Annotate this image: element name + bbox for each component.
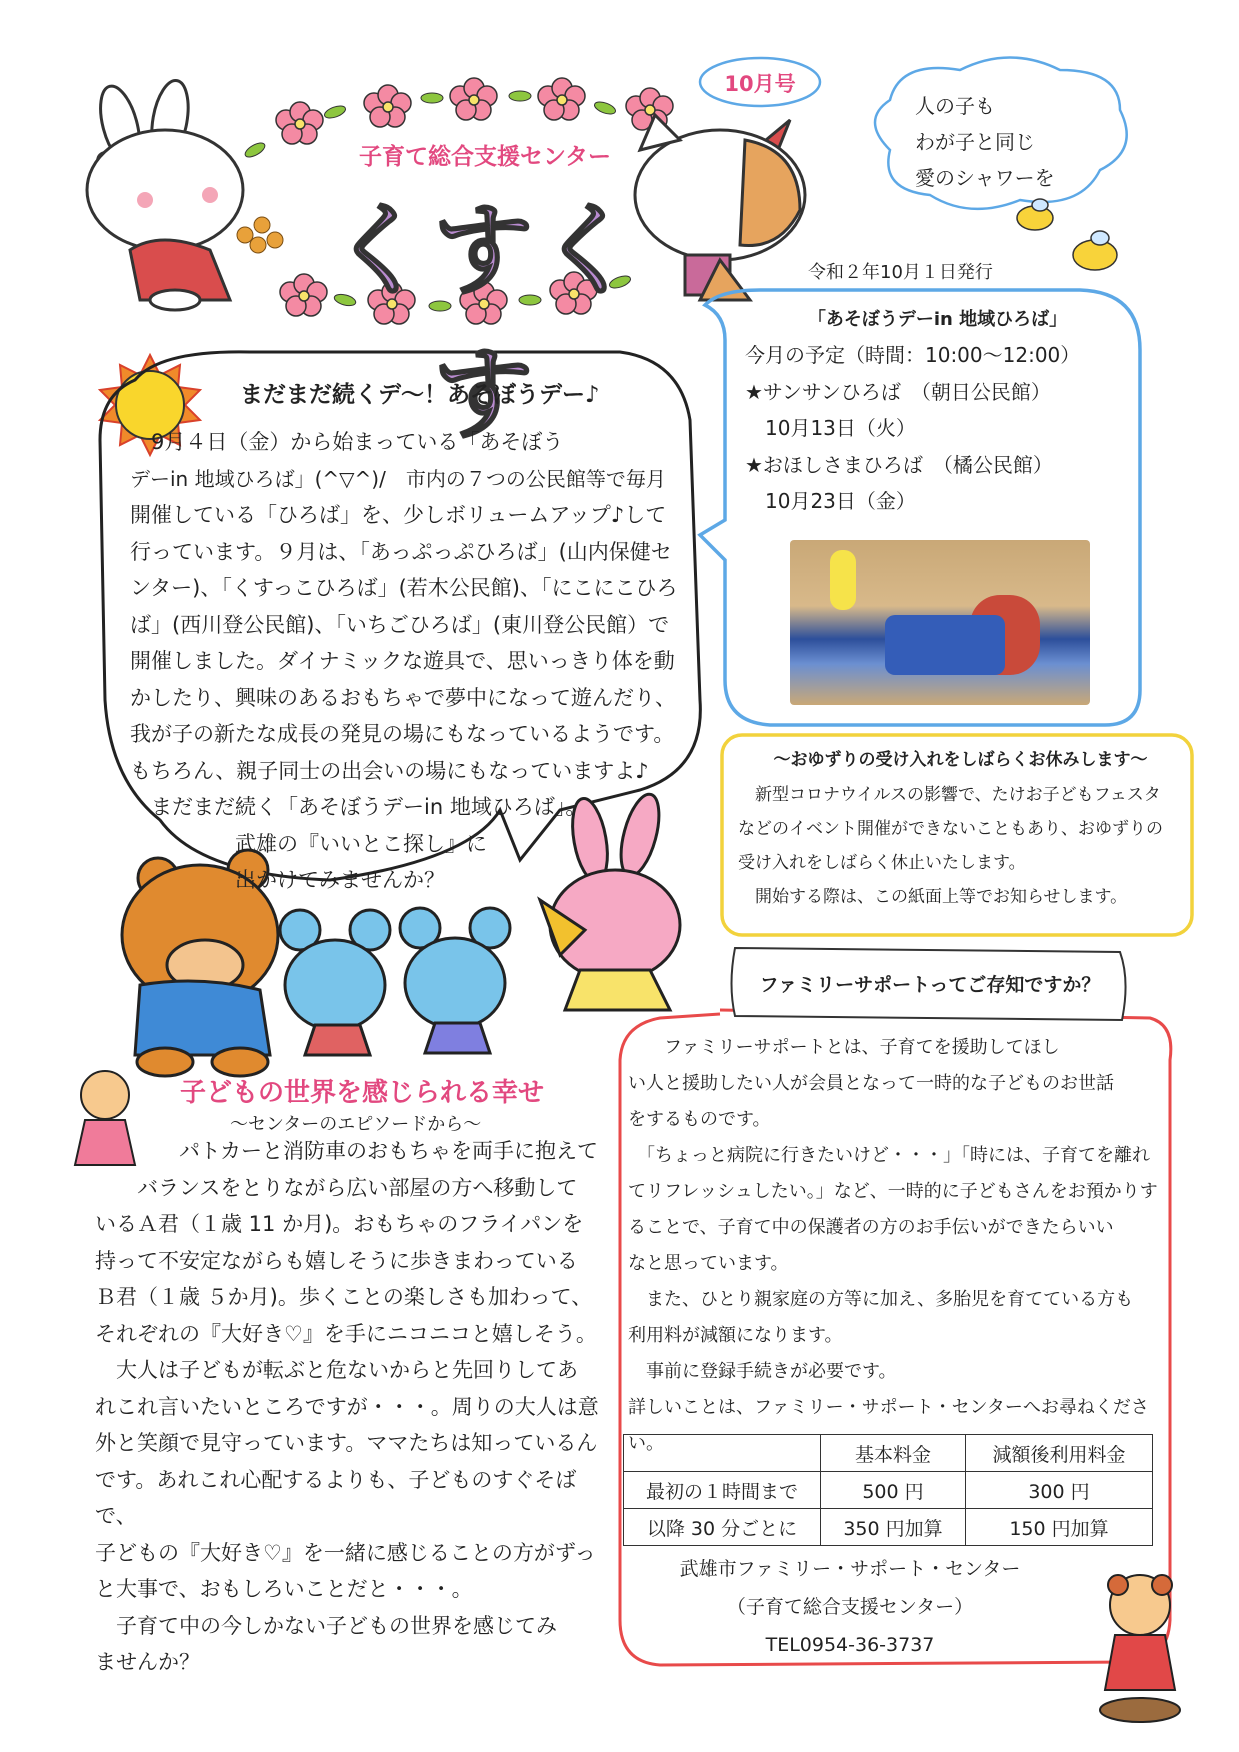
text-line: い人と援助したい人が会員となって一時的な子どものお世話 [628,1073,1114,1094]
play-day-heading: まだまだ続くデ〜！あそぼうデー♪ [240,382,600,408]
playroom-photo [790,540,1090,705]
table-row [624,1472,1153,1509]
text-line: かしたり、興味のあるおもちゃで夢中になって遊んだり、 [130,685,676,710]
text-line: 行っています。９月は、「あっぷっぷひろば」(山内保健セ [130,539,672,564]
text-line: 大人は子どもが転ぶと危ないからと先回りしてあ [95,1358,578,1382]
text-line: 受け入れをしばらく休止いたします。 [738,853,1026,873]
table-row [624,1435,1153,1472]
schedule-line: 10月13日（火） [745,416,916,440]
motto-line: わが子と同じ [915,130,1035,154]
text-line: 子育て中の今しかない子どもの世界を感じてみ [95,1613,557,1638]
text-line: です。あれこれ心配するよりも、子どものすぐそばで、 [95,1467,577,1528]
hand-me-down-box [738,745,1183,914]
flower-icon [364,85,411,127]
text-line: 我が子の新たな成長の発見の場にもなっているようです。 [130,722,675,746]
text-line: まだまだ続く「あそぼうデーin 地域ひろば」。 [130,795,587,819]
fee-table [623,1434,1153,1546]
flower-icon [450,78,497,120]
contact-info [640,1550,1060,1664]
family-support-heading: ファミリーサポートってご存知ですか？ [759,974,1101,996]
table-header-cell: 減額後利用料金 [965,1435,1152,1472]
motto-line: 愛のシャワーを [915,166,1055,190]
text-line: それぞれの『大好き♡』を手にニコニコと嬉しそう。 [95,1321,597,1346]
text-line: 子どもの『大好き♡』を一緒に感じることの方がずっ [95,1540,596,1565]
text-line: Ｂ君（１歳 ５か月)。歩くことの楽しさも加わって、 [95,1285,593,1309]
text-line: 利用料が減額になります。 [628,1325,843,1346]
text-line: 新型コロナウイルスの影響で、たけお子どもフェスタ [738,785,1161,805]
text-line: 外と笑顔で見守っています。ママたちは知っているん [95,1431,598,1455]
schedule-line: 10月23日（金） [745,489,916,513]
newsletter-title: くすくす [329,192,641,453]
motto-line: 人の子も [915,94,995,118]
table-cell: 150 円加算 [965,1509,1152,1546]
text-line: 事前に登録手続きが必要です。 [628,1361,897,1382]
text-line: デーin 地域ひろば」(^▽^)/ 市内の７つの公民館等で毎月 [130,466,666,491]
text-line: なと思っています。 [628,1253,789,1274]
mouse-illustration [280,910,390,1055]
schedule-line: 今月の予定（時間：10:00〜12:00） [745,343,1081,367]
text-line: 持って不安定ながらも嬉しそうに歩きまわっている [95,1248,578,1273]
text-line: ば」(西川登公民館)、「いちごひろば」(東川登公民館）で [130,612,670,637]
issue-label: 10月号 [724,72,796,96]
text-line: いるＡ君（１歳 11 か月)。おもちゃのフライパンを [95,1212,584,1236]
text-line: もちろん、親子同士の出会いの場にもなっていますよ♪ [130,758,649,783]
contact-line: （子育て総合支援センター） [726,1596,974,1618]
text-line: 詳しいことは、ファミリー・サポート・センターへお尋ねください。 [628,1397,1149,1454]
text-line: ンター)、「くすっこひろば」(若木公民館)、「にこにこひろ [130,576,678,600]
episode-heading: 子どもの世界を感じられる幸せ [180,1078,545,1108]
mouse-illustration [400,908,510,1053]
text-line: パトカーと消防車のおもちゃを両手に抱えて [95,1139,598,1163]
flower-icon [538,78,585,120]
text-line: と大事で、おもしろいことだと・・・。 [95,1577,473,1601]
episode-text [95,1133,615,1681]
text-line: などのイベント開催ができないこともあり、おゆずりの [738,819,1163,839]
text-line: 開始する際は、この紙面上等でお知らせします。 [738,887,1128,907]
table-cell: 350 円加算 [821,1509,966,1546]
text-line: 開催している「ひろば」を、少しボリュームアップ♪して [130,503,667,527]
table-header-cell [624,1435,821,1472]
motto [915,88,1105,196]
text-line: ることで、子育て中の保護者の方のお手伝いができたらいい [628,1217,1114,1238]
text-line: 開催しました。ダイナミックな遊具で、思いっきり体を動 [130,649,675,673]
family-support-text [628,1030,1168,1462]
text-line: 出かけてみませんか？ [130,868,445,892]
table-header-cell: 基本料金 [821,1435,966,1472]
text-line: 武雄の『いいとこ探し』に [130,831,487,856]
schedule-line: ★サンサンひろば （朝日公民館） [745,379,1051,404]
episode-subheading: 〜センターのエピソードから〜 [230,1114,482,1135]
text-line: 9月４日（金）から始まっている「あそぼう [130,430,564,454]
text-line: また、ひとり親家庭の方等に加え、多胎児を育てている方も [628,1289,1134,1310]
play-day-text [130,424,690,899]
schedule-box [745,305,1130,520]
text-line: バランスをとりながら広い部屋の方へ移動して [95,1175,578,1200]
text-line: てリフレッシュしたい。」など、一時的に子どもさんをお預かりす [628,1181,1158,1202]
table-cell: 最初の１時間まで [624,1472,821,1509]
text-line: れこれ言いたいところですが・・・。周りの大人は意 [95,1394,599,1419]
contact-line: 武雄市ファミリー・サポート・センター [679,1558,1021,1580]
flower-icon [626,88,673,130]
table-cell: 500 円 [821,1472,966,1509]
table-cell: 以降 30 分ごとに [624,1509,821,1546]
contact-phone: TEL0954-36-3737 [765,1634,935,1656]
schedule-line: ★おほしさまひろば （橘公民館） [745,452,1053,477]
text-line: ませんか？ [95,1650,200,1674]
flower-icon [276,102,323,144]
bee-icon [1017,199,1117,270]
table-cell: 300 円 [965,1472,1152,1509]
table-row [624,1509,1153,1546]
girl-illustration [1100,1575,1180,1722]
rabbit-illustration [87,78,243,310]
text-line: ファミリーサポートとは、子育てを援助してほし [628,1037,1060,1058]
schedule-title: 「あそぼうデーin 地域ひろば」 [807,309,1068,330]
center-subtitle: 子育て総合支援センター [358,144,612,170]
text-line: 「ちょっと病院に行きたいけど・・・」「時には、子育てを離れ [628,1145,1150,1166]
hand-me-down-heading: 〜おゆずりの受け入れをしばらくお休みします〜 [773,750,1148,770]
text-line: をするものです。 [628,1109,771,1130]
issue-date: 令和２年10月１日発行 [808,262,993,283]
